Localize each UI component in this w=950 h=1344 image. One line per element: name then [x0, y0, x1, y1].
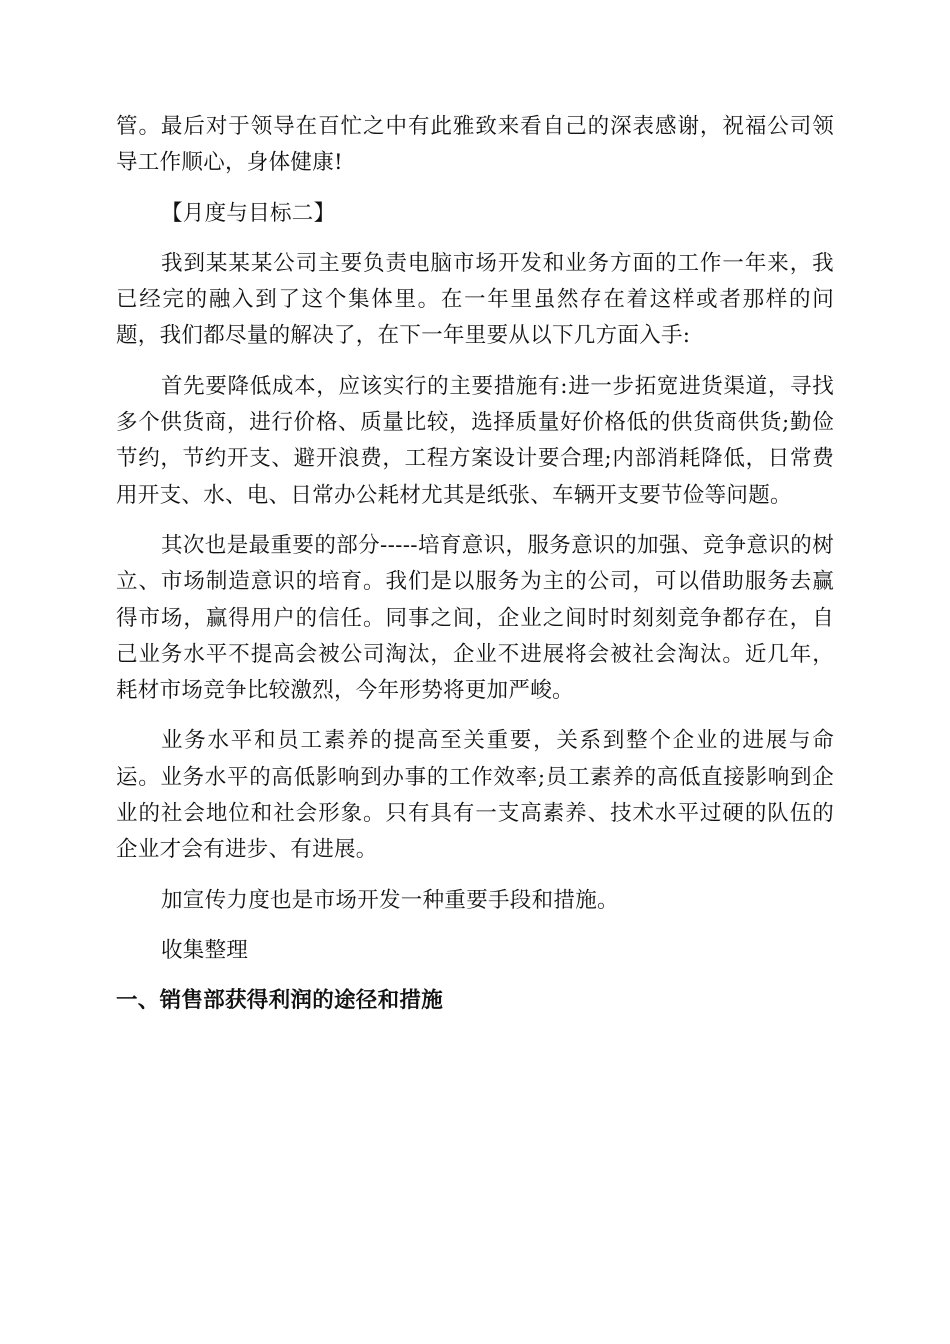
paragraph-business-level: 业务水平和员工素养的提高至关重要，关系到整个企业的进展与命运。业务水平的高低影响到办事的工作效率;员工素养的高低直接影响到企业的社会地位和社会形象。只有具有一支高素养、技术水平过硬的队伍的企业才会有进步、有进展。 — [116, 728, 834, 863]
paragraph-awareness: 其次也是最重要的部分-----培育意识，服务意识的加强、竞争意识的树立、市场制造意识的培育。我们是以服务为主的公司，可以借助服务去赢得市场，赢得用户的信任。同事之间，企业之间时时刻刻竞争都存在，自己业务水平不提高会被公司淘汰，企业不进展将会被社会淘汰。近几年，耗材市场竞争比较激烈，今年形势将更加严峻。 — [116, 532, 834, 704]
document-page — [116, 109, 834, 1020]
paragraph-collected: 收集整理 — [161, 937, 249, 963]
paragraph-cost-reduction: 首先要降低成本，应该实行的主要措施有:进一步拓宽进货渠道，寻找多个供货商，进行价格、质量比较，选择质量好价格低的供货商供货;勤俭节约，节约开支、避开浪费，工程方案设计要合理;内部消耗降低，日常费用开支、水、电、日常办公耗材尤其是纸张、车辆开支要节俭等问题。 — [116, 373, 834, 508]
heading-sales-profit: 一、销售部获得利润的途径和措施 — [116, 988, 444, 1014]
paragraph-intro: 我到某某某公司主要负责电脑市场开发和业务方面的工作一年来，我已经完的融入到了这个集体里。在一年里虽然存在着这样或者那样的问题，我们都尽量的解决了，在下一年里要从以下几方面入手: — [116, 250, 834, 349]
section-title: 【月度与目标二】 — [161, 200, 336, 226]
paragraph-publicity: 加宣传力度也是市场开发一种重要手段和措施。 — [161, 887, 619, 913]
paragraph-closing: 管。最后对于领导在百忙之中有此雅致来看自己的深表感谢，祝福公司领导工作顺心，身体健康! — [116, 114, 834, 176]
